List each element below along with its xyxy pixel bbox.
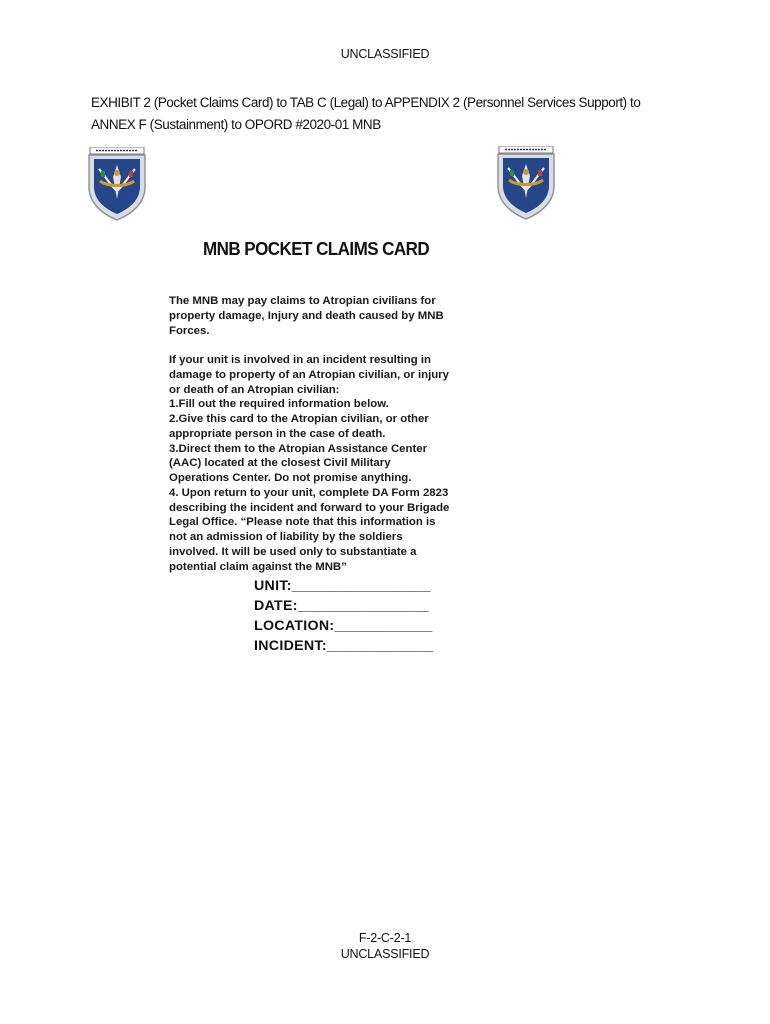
exhibit-heading-line: ANNEX F (Sustainment) to OPORD #2020-01 MNB	[91, 117, 381, 132]
instruction-line: or death of an Atropian civilian:	[169, 383, 340, 396]
instruction-line: appropriate person in the case of death.	[169, 427, 386, 440]
card-body	[169, 294, 484, 574]
instruction-line: not an admission of liability by the soldiers	[169, 531, 403, 543]
page-footer	[0, 930, 770, 962]
card-title: MNB POCKET CLAIMS CARD	[203, 238, 430, 259]
instruction-line: potential claim against the MNB”	[169, 560, 347, 573]
paragraph-spacer	[169, 338, 484, 353]
intro-line: The MNB may pay claims to Atropian civilians for	[169, 295, 436, 307]
unit-crest-icon	[86, 147, 148, 221]
incident-field: INCIDENT:_____________	[254, 638, 434, 654]
top-classification-marking: UNCLASSIFIED	[340, 47, 430, 61]
instruction-line: Operations Center. Do not promise anything.	[169, 472, 412, 484]
bottom-classification-marking: UNCLASSIFIED	[340, 947, 430, 961]
instruction-line: 1.Fill out the required information below.	[169, 398, 389, 411]
location-field: LOCATION:____________	[254, 618, 433, 634]
instruction-line: 4. Upon return to your unit, complete DA Form 2823	[169, 486, 449, 499]
intro-line: Forces.	[169, 324, 210, 337]
page-number: F-2-C-2-1	[358, 931, 412, 945]
unit-field: UNIT:_________________	[254, 578, 431, 594]
exhibit-heading-line: EXHIBIT 2 (Pocket Claims Card) to TAB C (Legal) to APPENDIX 2 (Personnel Services Support) to	[91, 95, 641, 110]
instruction-line: 2.Give this card to the Atropian civilian, or other	[169, 413, 429, 425]
instruction-line: 3.Direct them to the Atropian Assistance Center	[169, 442, 428, 455]
instruction-line: involved. It will be used only to substantiate a	[169, 545, 417, 558]
unit-crest-icon	[495, 146, 557, 220]
instruction-line: describing the incident and forward to your Brigade	[169, 501, 450, 514]
intro-line: property damage, Injury and death caused by MNB	[169, 309, 444, 322]
exhibit-heading	[91, 92, 691, 136]
instruction-line: If your unit is involved in an incident resulting in	[169, 354, 432, 366]
instruction-line: (AAC) located at the closest Civil Military	[169, 457, 391, 470]
date-field: DATE:________________	[254, 598, 429, 614]
instruction-line: Legal Office. “Please note that this information is	[169, 516, 436, 529]
instruction-line: damage to property of an Atropian civilian, or injury	[169, 368, 449, 381]
claim-fields	[254, 576, 433, 656]
